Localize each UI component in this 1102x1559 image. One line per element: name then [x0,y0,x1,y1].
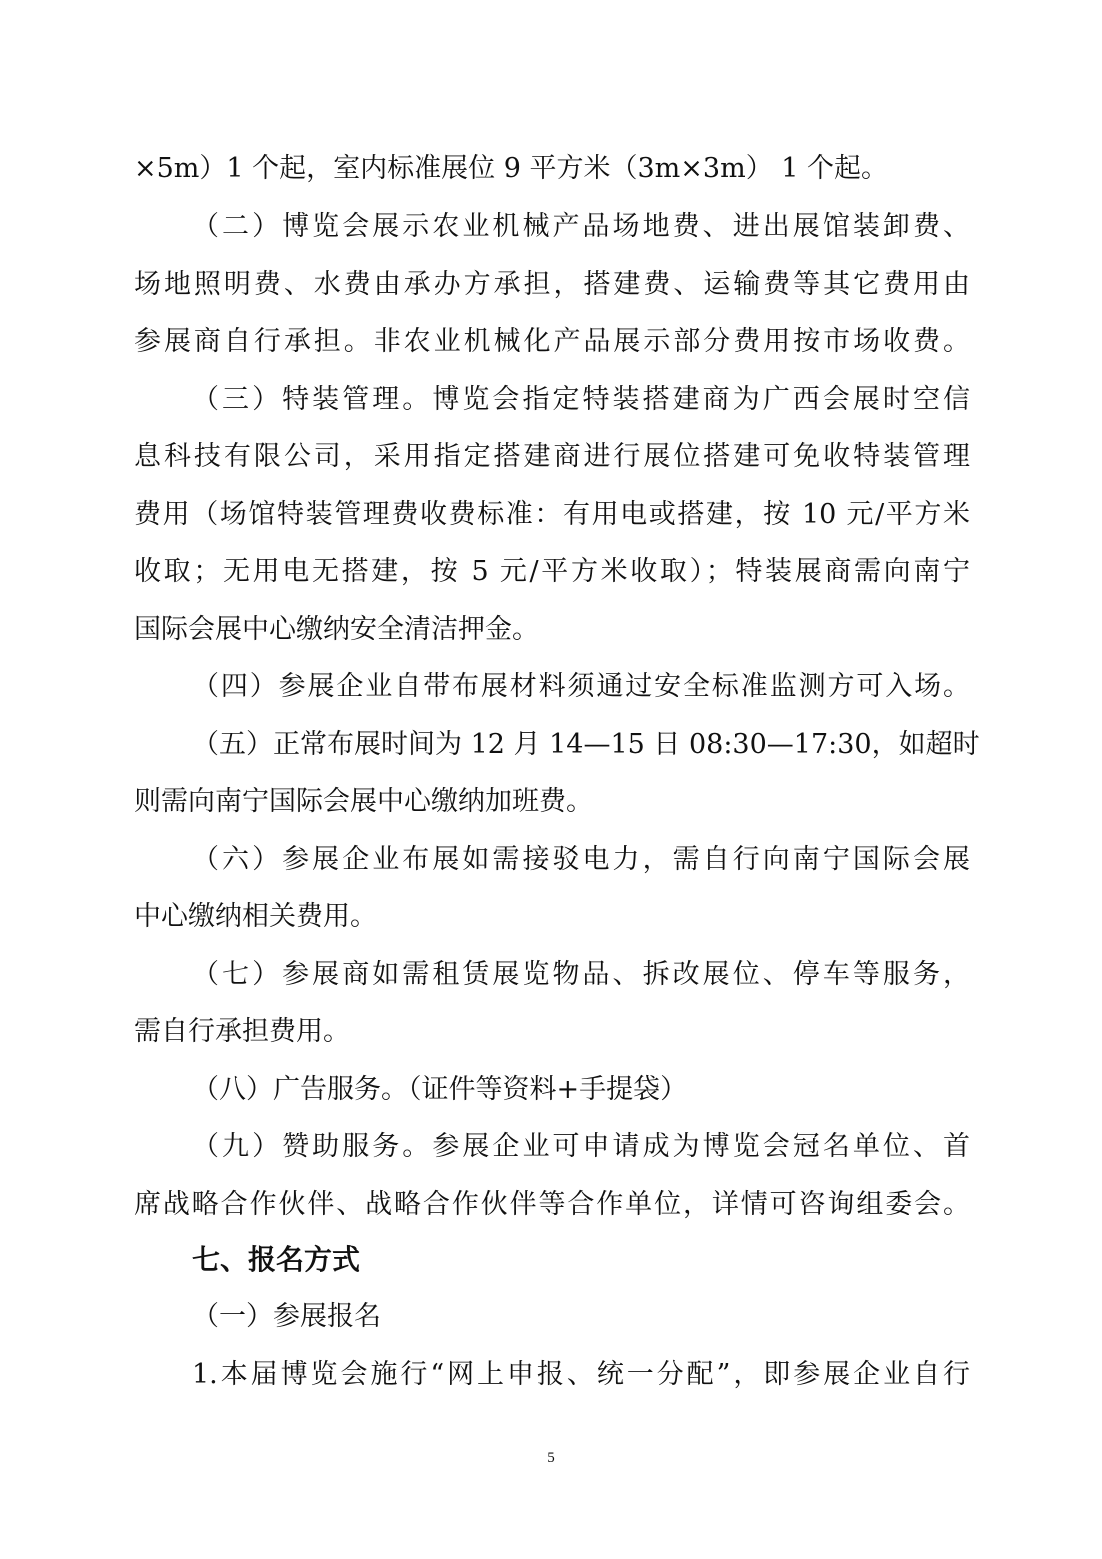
text-line-18: （九）赞助服务。参展企业可申请成为博览会冠名单位、首 [192,1131,970,1162]
text-line-22: 1.本届博览会施行“网上申报、统一分配”，即参展企业自行 [192,1359,970,1390]
text-line-2: （二）博览会展示农业机械产品场地费、进出展馆装卸费、 [192,211,970,242]
text-line-3: 场地照明费、水费由承办方承担，搭建费、运输费等其它费用由 [134,269,970,300]
text-line-16: 需自行承担费用。 [134,1016,350,1047]
text-line-12: 则需向南宁国际会展中心缴纳加班费。 [134,786,593,817]
text-line-8: 收取；无用电无搭建，按 5 元/平方米收取）；特装展商需向南宁 [134,556,970,587]
text-line-1: ×5m）1 个起，室内标准展位 9 平方米（3m×3m） 1 个起。 [134,153,889,184]
text-line-19: 席战略合作伙伴、战略合作伙伴等合作单位，详情可咨询组委会。 [134,1189,970,1220]
text-line-10: （四）参展企业自带布展材料须通过安全标准监测方可入场。 [192,671,970,702]
text-line-6: 息科技有限公司，采用指定搭建商进行展位搭建可免收特装管理 [134,441,970,472]
text-line-15: （七）参展商如需租赁展览物品、拆改展位、停车等服务， [192,959,970,990]
subsection-heading: （一）参展报名 [192,1301,381,1332]
page-number: 5 [547,1450,555,1466]
section-heading: 七、报名方式 [192,1243,361,1276]
text-line-4: 参展商自行承担。非农业机械化产品展示部分费用按市场收费。 [134,326,970,357]
text-line-9: 国际会展中心缴纳安全清洁押金。 [134,614,539,645]
text-line-7: 费用（场馆特装管理费收费标准：有用电或搭建，按 10 元/平方米 [134,499,970,530]
text-line-11: （五）正常布展时间为 12 月 14—15 日 08:30—17:30，如超时 [192,729,980,760]
text-line-17: （八）广告服务。（证件等资料+手提袋） [192,1074,688,1105]
text-line-13: （六）参展企业布展如需接驳电力，需自行向南宁国际会展 [192,844,970,875]
text-line-5: （三）特装管理。博览会指定特装搭建商为广西会展时空信 [192,384,970,415]
text-line-14: 中心缴纳相关费用。 [134,901,377,932]
